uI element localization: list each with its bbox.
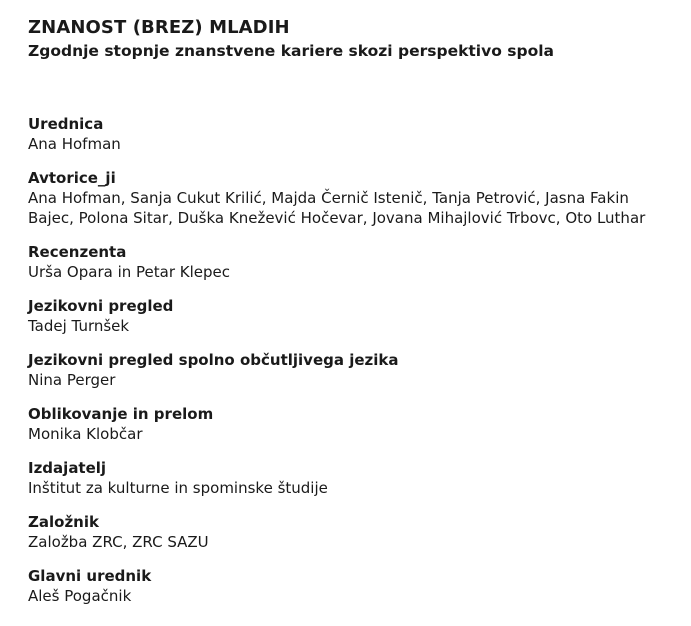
credit-label: Urednica — [28, 115, 104, 133]
credit-value: Urša Opara in Petar Klepec — [28, 263, 230, 281]
book-title: ZNANOST (BREZ) MLADIH — [28, 17, 290, 38]
credit-value: Inštitut za kulturne in spominske študije — [28, 479, 328, 497]
credit-label: Oblikovanje in prelom — [28, 405, 214, 423]
credit-value: Ana Hofman — [28, 135, 121, 153]
book-subtitle: Zgodnje stopnje znanstvene kariere skozi perspektivo spola — [28, 42, 555, 60]
credit-authors — [28, 168, 668, 228]
credit-editor-in-chief — [28, 566, 668, 606]
credit-label: Izdajatelj — [28, 459, 107, 477]
credit-label: Recenzenta — [28, 243, 127, 261]
credit-label: Jezikovni pregled spolno občutljivega jezika — [28, 351, 399, 369]
credit-label: Glavni urednik — [28, 567, 152, 585]
credit-issuer — [28, 458, 668, 498]
credit-value: Tadej Turnšek — [28, 317, 130, 335]
credit-editor — [28, 114, 668, 154]
credit-publisher — [28, 512, 668, 552]
credit-value: Ana Hofman, Sanja Cukut Krilić, Majda Černič Istenič, Tanja Petrović, Jasna Fakin Bajec, Polona Sitar, Duška Knežević Hočevar, Jovana Mihajlović Trbovc, Oto Luthar — [28, 189, 646, 227]
credit-language-review — [28, 296, 668, 336]
credit-reviewers — [28, 242, 668, 282]
credit-value: Nina Perger — [28, 371, 116, 389]
credit-design-layout — [28, 404, 668, 444]
credit-value: Aleš Pogačnik — [28, 587, 132, 605]
credits-list — [28, 114, 668, 606]
credit-value: Monika Klobčar — [28, 425, 143, 443]
credit-label: Avtorice_ji — [28, 169, 116, 187]
credit-gender-language-review — [28, 350, 668, 390]
credit-label: Založnik — [28, 513, 99, 531]
credit-label: Jezikovni pregled — [28, 297, 174, 315]
credit-value: Založba ZRC, ZRC SAZU — [28, 533, 209, 551]
colophon-page — [28, 16, 668, 620]
